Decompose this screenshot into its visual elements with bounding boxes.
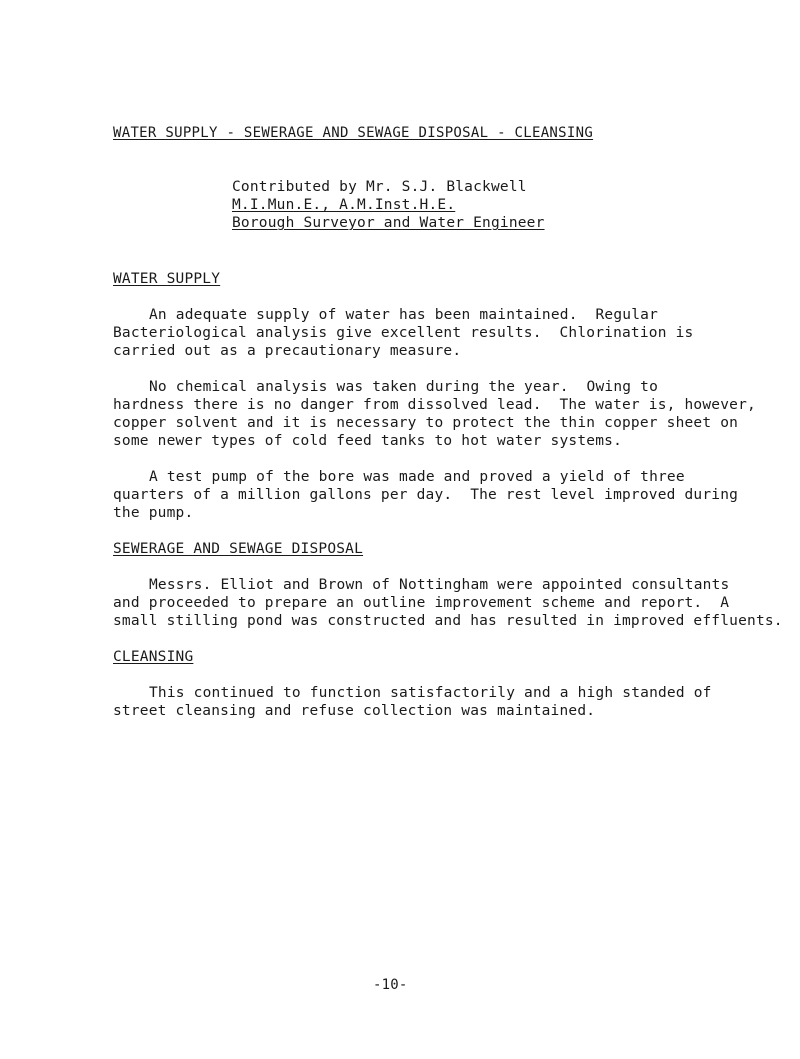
section-heading-water-supply: WATER SUPPLY bbox=[113, 271, 221, 287]
page-number: -10- bbox=[373, 977, 408, 993]
paragraph-line: Messrs. Elliot and Brown of Nottingham were appointed consultants bbox=[149, 577, 730, 593]
paragraph-line: small stilling pond was constructed and has resulted in improved effluents. bbox=[113, 613, 783, 629]
paragraph-line: No chemical analysis was taken during the year. Owing to bbox=[149, 379, 658, 395]
paragraph-line: carried out as a precautionary measure. bbox=[113, 343, 462, 359]
paragraph-line: some newer types of cold feed tanks to hot water systems. bbox=[113, 433, 622, 449]
page-title: WATER SUPPLY - SEWERAGE AND SEWAGE DISPOSAL - CLEANSING bbox=[113, 125, 594, 141]
paragraph-line: A test pump of the bore was made and proved a yield of three bbox=[149, 469, 685, 485]
paragraph-line: quarters of a million gallons per day. The rest level improved during bbox=[113, 487, 739, 503]
paragraph-line: street cleansing and refuse collection was maintained. bbox=[113, 703, 596, 719]
paragraph-line: the pump. bbox=[113, 505, 194, 521]
paragraph-line: Bacteriological analysis give excellent results. Chlorination is bbox=[113, 325, 694, 341]
section-heading-cleansing: CLEANSING bbox=[113, 649, 194, 665]
section-heading-sewerage: SEWERAGE AND SEWAGE DISPOSAL bbox=[113, 541, 364, 557]
paragraph-line: and proceeded to prepare an outline improvement scheme and report. A bbox=[113, 595, 730, 611]
contributor-line-2: M.I.Mun.E., A.M.Inst.H.E. bbox=[232, 197, 456, 213]
paragraph-line: An adequate supply of water has been maintained. Regular bbox=[149, 307, 658, 323]
contributor-line-3: Borough Surveyor and Water Engineer bbox=[232, 215, 545, 231]
paragraph-line: This continued to function satisfactorily and a high standed of bbox=[149, 685, 712, 701]
paragraph-line: hardness there is no danger from dissolved lead. The water is, however, bbox=[113, 397, 756, 413]
contributor-line-1: Contributed by Mr. S.J. Blackwell bbox=[232, 179, 527, 195]
paragraph-line: copper solvent and it is necessary to protect the thin copper sheet on bbox=[113, 415, 739, 431]
